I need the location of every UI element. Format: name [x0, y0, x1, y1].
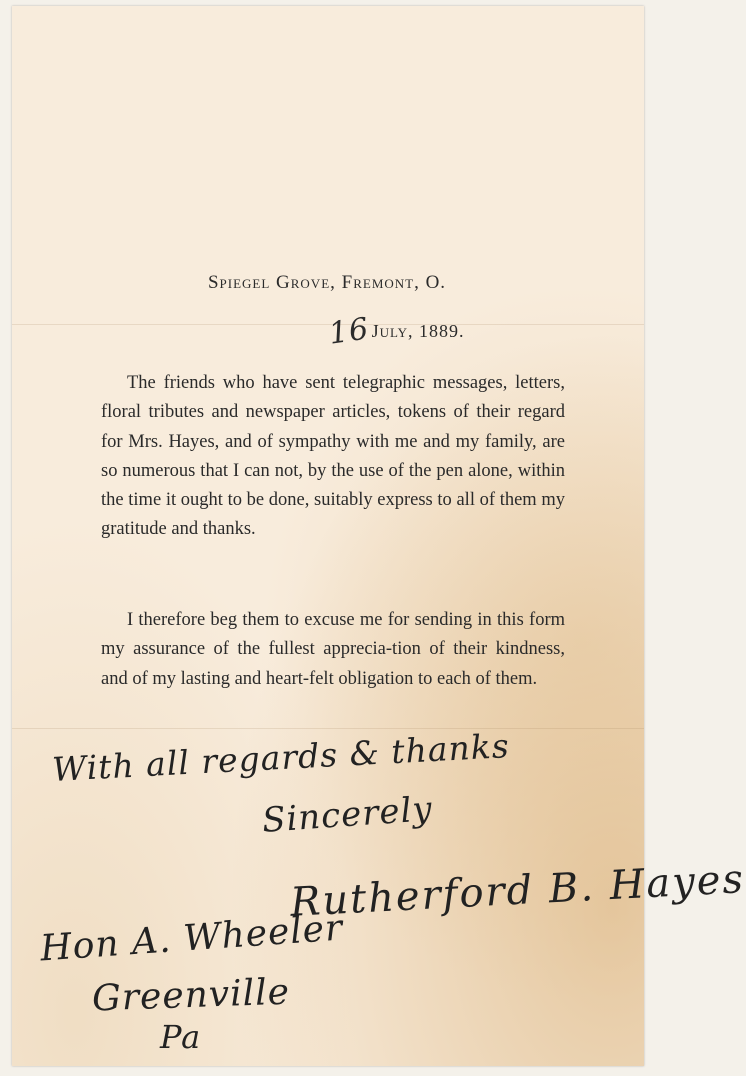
letterhead-place: Spiegel Grove, Fremont, O.	[207, 272, 447, 293]
recipient-state: Pa	[160, 1018, 202, 1056]
fold-line	[12, 728, 644, 729]
recipient-name: Hon A. Wheeler	[38, 907, 345, 970]
body-paragraph-1: The friends who have sent telegraphic messages, letters, floral tributes and newspaper articles, tokens of their regard for Mrs. Hayes, and of sympathy with me and my family, are so numerous that I can not, by the use of the pen alone, within the time it ought to be done, suitably express to all of them my gratitude and thanks.	[101, 373, 565, 540]
handwritten-closing-word: Sincerely	[260, 789, 434, 841]
recipient-town: Greenville	[91, 971, 291, 1020]
handwritten-day: 16	[327, 311, 372, 352]
letterhead-date	[70, 310, 724, 352]
signature: Rutherford B. Hayes	[289, 856, 746, 926]
body-paragraph-2: I therefore beg them to excuse me for sending in this form my assurance of the fullest apprecia-tion of their kindness, and of my lasting and heart-felt obligation to each of them.	[101, 610, 565, 689]
printed-date: July, 1889.	[371, 321, 465, 341]
handwritten-closing-line: With all regards & thanks	[51, 726, 511, 789]
